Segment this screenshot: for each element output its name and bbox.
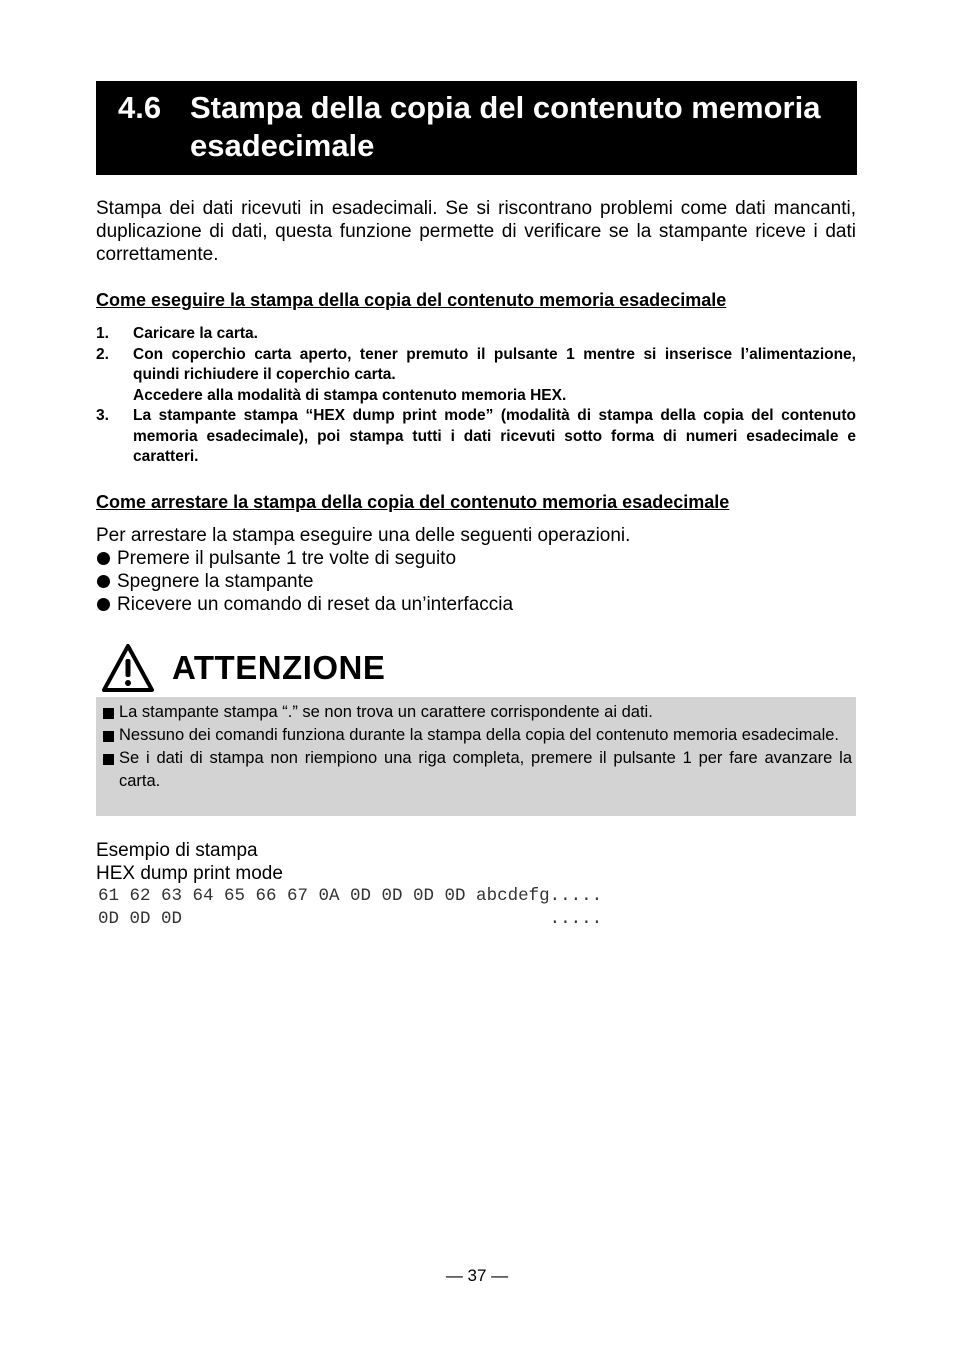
section-title: Stampa della copia del contenuto memoria esadecimale — [190, 90, 821, 163]
caution-item-text: Se i dati di stampa non riempiono una riga completa, premere il pulsante 1 per fare avanzare la carta. — [119, 749, 852, 790]
bullet-item — [96, 593, 856, 616]
square-bullet-icon — [103, 731, 114, 742]
stop-intro: Per arrestare la stampa eseguire una delle seguenti operazioni. — [96, 525, 631, 546]
caution-item-text: La stampante stampa “.” se non trova un carattere corrispondente ai dati. — [119, 703, 653, 721]
page-number: — 37 — — [445, 1266, 509, 1285]
bullet-text: Premere il pulsante 1 tre volte di seguito — [117, 548, 457, 569]
example-mode-line: HEX dump print mode — [96, 863, 283, 884]
step-text: La stampante stampa “HEX dump print mode” (modalità di stampa della copia del contenuto memoria esadecimale), poi stampa tutti i dati ricevuti sotto forma di numeri esadecimale e caratteri. — [133, 407, 856, 465]
example-label: Esempio di stampa — [96, 840, 258, 861]
square-bullet-icon — [103, 708, 114, 719]
bullet-dot-icon — [97, 575, 110, 588]
bullet-item — [96, 547, 856, 570]
hex-dump-line: 0D 0D 0D ..... — [98, 909, 603, 929]
bullet-dot-icon — [97, 598, 110, 611]
hex-dump-line: 61 62 63 64 65 66 67 0A 0D 0D 0D 0D abcdefg..... — [98, 886, 603, 906]
bullet-text: Ricevere un comando di reset da un’interfaccia — [117, 594, 514, 615]
example-heading — [96, 839, 283, 885]
step-number: 1. — [96, 325, 109, 342]
how-to-run-heading: Come eseguire la stampa della copia del contenuto memoria esadecimale — [96, 290, 727, 310]
caution-item-text: Nessuno dei comandi funziona durante la stampa della copia del contenuto memoria esadecimale. — [119, 726, 840, 744]
section-number: 4.6 — [118, 90, 162, 125]
caution-item — [102, 747, 852, 793]
caution-item — [102, 701, 852, 724]
step-text-note: Accedere alla modalità di stampa contenuto memoria HEX. — [133, 386, 567, 404]
step-item — [96, 324, 856, 345]
step-number: 3. — [96, 407, 109, 424]
caution-item — [102, 724, 852, 747]
bullet-text: Spegnere la stampante — [117, 571, 314, 592]
bullet-dot-icon — [97, 552, 110, 565]
how-to-stop-heading: Come arrestare la stampa della copia del contenuto memoria esadecimale — [96, 492, 730, 512]
bullet-item — [96, 570, 856, 593]
steps-list — [96, 324, 856, 468]
step-item — [96, 406, 856, 468]
intro-paragraph: Stampa dei dati ricevuti in esadecimali. Se si riscontrano problemi come dati mancanti, duplicazione di dati, questa funzione permette di verificare se la stampante riceve i dati correttamente. — [96, 198, 856, 265]
warning-triangle-icon — [101, 643, 155, 693]
caution-box — [96, 697, 856, 816]
step-number: 2. — [96, 345, 109, 363]
step-item — [96, 345, 856, 407]
section-title-bar — [96, 81, 857, 175]
step-text: Con coperchio carta aperto, tener premuto il pulsante 1 mentre si inserisce l’alimentazione, quindi richiudere il coperchio carta. — [133, 345, 856, 383]
square-bullet-icon — [103, 754, 114, 765]
caution-title: ATTENZIONE — [172, 649, 386, 686]
step-text: Caricare la carta. — [133, 325, 258, 342]
stop-bullet-list — [96, 547, 856, 616]
